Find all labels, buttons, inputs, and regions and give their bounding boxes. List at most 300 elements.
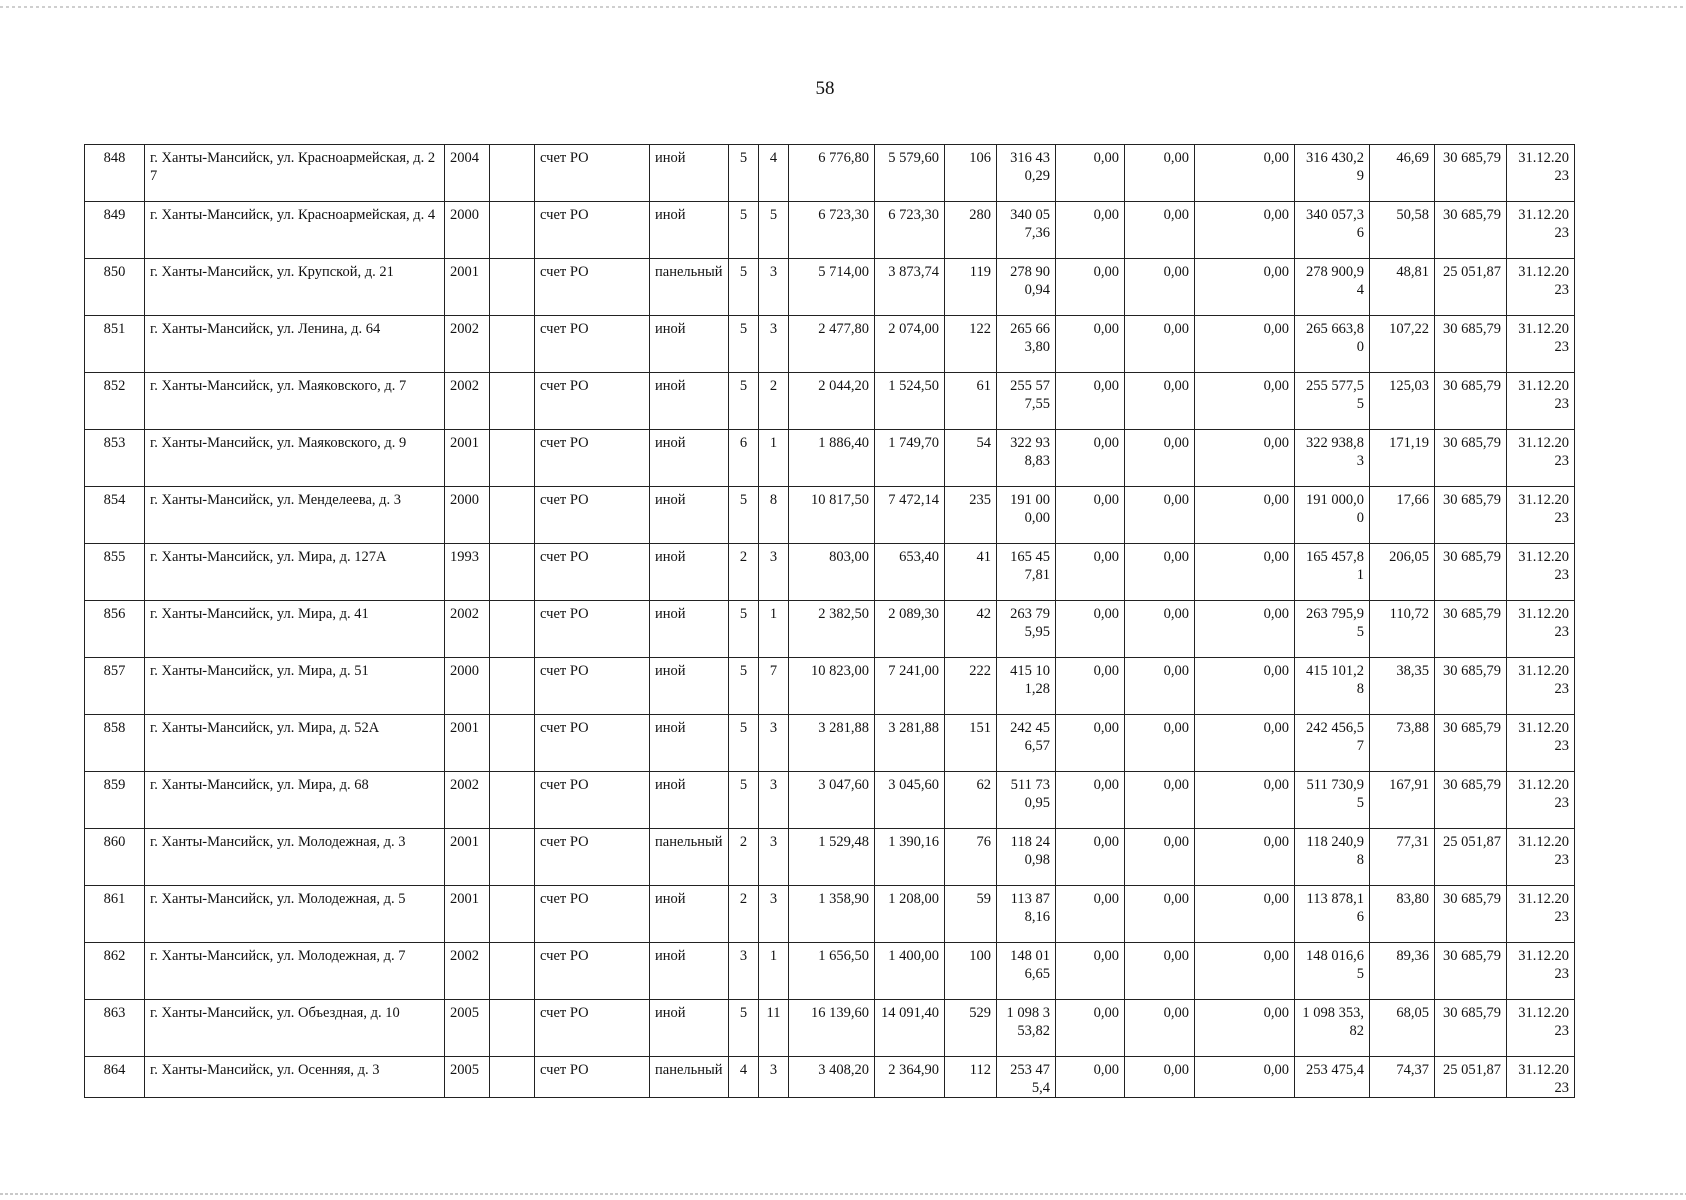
value-cell: 0,00 [1056, 430, 1125, 487]
value-cell: 0,00 [1056, 487, 1125, 544]
limit-cost-cell: 30 685,79 [1435, 715, 1507, 772]
year-cell: 2001 [445, 430, 490, 487]
residents-cell: 54 [945, 430, 997, 487]
blank-cell [490, 772, 535, 829]
entrances-cell: 8 [759, 487, 789, 544]
deadline-date-cell: 31.12.2023 [1507, 886, 1575, 943]
wall-material-cell: панельный [650, 259, 729, 316]
value-cell: 0,00 [1195, 202, 1295, 259]
value-cell: 0,00 [1195, 886, 1295, 943]
fund-method-cell: счет РО [535, 259, 650, 316]
blank-cell [490, 829, 535, 886]
cost-cell: 148 016,65 [997, 943, 1056, 1000]
total-area-cell: 803,00 [789, 544, 875, 601]
row-number-cell: 850 [85, 259, 145, 316]
entrances-cell: 2 [759, 373, 789, 430]
cost-per-m2-cell: 206,05 [1370, 544, 1435, 601]
value-cell: 0,00 [1195, 715, 1295, 772]
address-cell: г. Ханты-Мансийск, ул. Молодежная, д. 7 [145, 943, 445, 1000]
total-cost-cell: 322 938,83 [1295, 430, 1370, 487]
floors-cell: 6 [729, 430, 759, 487]
blank-cell [490, 544, 535, 601]
deadline-date-cell: 31.12.2023 [1507, 487, 1575, 544]
residential-area-cell: 2 364,90 [875, 1057, 945, 1098]
floors-cell: 5 [729, 202, 759, 259]
scan-edge-bottom [0, 1193, 1686, 1195]
table-row [85, 316, 1575, 373]
deadline-date-cell: 31.12.2023 [1507, 373, 1575, 430]
table-row [85, 1057, 1575, 1098]
table-row [85, 829, 1575, 886]
address-cell: г. Ханты-Мансийск, ул. Молодежная, д. 5 [145, 886, 445, 943]
residents-cell: 61 [945, 373, 997, 430]
table-row [85, 886, 1575, 943]
value-cell: 0,00 [1195, 658, 1295, 715]
total-area-cell: 3 281,88 [789, 715, 875, 772]
value-cell: 0,00 [1056, 772, 1125, 829]
address-cell: г. Ханты-Мансийск, ул. Мира, д. 68 [145, 772, 445, 829]
row-number-cell: 861 [85, 886, 145, 943]
value-cell: 0,00 [1125, 430, 1195, 487]
residents-cell: 151 [945, 715, 997, 772]
blank-cell [490, 487, 535, 544]
address-cell: г. Ханты-Мансийск, ул. Маяковского, д. 7 [145, 373, 445, 430]
address-cell: г. Ханты-Мансийск, ул. Мира, д. 127А [145, 544, 445, 601]
limit-cost-cell: 25 051,87 [1435, 259, 1507, 316]
wall-material-cell: иной [650, 943, 729, 1000]
entrances-cell: 1 [759, 430, 789, 487]
cost-per-m2-cell: 125,03 [1370, 373, 1435, 430]
total-area-cell: 1 656,50 [789, 943, 875, 1000]
address-cell: г. Ханты-Мансийск, ул. Молодежная, д. 3 [145, 829, 445, 886]
fund-method-cell: счет РО [535, 145, 650, 202]
wall-material-cell: иной [650, 715, 729, 772]
limit-cost-cell: 30 685,79 [1435, 145, 1507, 202]
residents-cell: 280 [945, 202, 997, 259]
row-number-cell: 862 [85, 943, 145, 1000]
total-area-cell: 1 886,40 [789, 430, 875, 487]
entrances-cell: 3 [759, 715, 789, 772]
wall-material-cell: панельный [650, 829, 729, 886]
value-cell: 0,00 [1056, 145, 1125, 202]
year-cell: 2001 [445, 829, 490, 886]
residents-cell: 235 [945, 487, 997, 544]
fund-method-cell: счет РО [535, 886, 650, 943]
wall-material-cell: панельный [650, 1057, 729, 1098]
entrances-cell: 5 [759, 202, 789, 259]
limit-cost-cell: 30 685,79 [1435, 772, 1507, 829]
wall-material-cell: иной [650, 487, 729, 544]
floors-cell: 5 [729, 145, 759, 202]
wall-material-cell: иной [650, 601, 729, 658]
value-cell: 0,00 [1125, 145, 1195, 202]
cost-per-m2-cell: 77,31 [1370, 829, 1435, 886]
cost-per-m2-cell: 73,88 [1370, 715, 1435, 772]
row-number-cell: 863 [85, 1000, 145, 1057]
entrances-cell: 4 [759, 145, 789, 202]
floors-cell: 2 [729, 829, 759, 886]
wall-material-cell: иной [650, 544, 729, 601]
limit-cost-cell: 30 685,79 [1435, 658, 1507, 715]
value-cell: 0,00 [1125, 316, 1195, 373]
table-row [85, 430, 1575, 487]
value-cell: 0,00 [1195, 145, 1295, 202]
year-cell: 2000 [445, 202, 490, 259]
year-cell: 2002 [445, 601, 490, 658]
deadline-date-cell: 31.12.2023 [1507, 829, 1575, 886]
cost-per-m2-cell: 107,22 [1370, 316, 1435, 373]
entrances-cell: 3 [759, 259, 789, 316]
row-number-cell: 853 [85, 430, 145, 487]
total-cost-cell: 148 016,65 [1295, 943, 1370, 1000]
floors-cell: 2 [729, 544, 759, 601]
residents-cell: 112 [945, 1057, 997, 1098]
deadline-date-cell: 31.12.2023 [1507, 943, 1575, 1000]
residential-area-cell: 5 579,60 [875, 145, 945, 202]
year-cell: 2002 [445, 772, 490, 829]
blank-cell [490, 1000, 535, 1057]
cost-cell: 415 101,28 [997, 658, 1056, 715]
entrances-cell: 3 [759, 544, 789, 601]
address-cell: г. Ханты-Мансийск, ул. Красноармейская, д. 4 [145, 202, 445, 259]
cost-per-m2-cell: 171,19 [1370, 430, 1435, 487]
total-cost-cell: 316 430,29 [1295, 145, 1370, 202]
value-cell: 0,00 [1056, 544, 1125, 601]
blank-cell [490, 658, 535, 715]
total-cost-cell: 263 795,95 [1295, 601, 1370, 658]
entrances-cell: 11 [759, 1000, 789, 1057]
floors-cell: 5 [729, 658, 759, 715]
residential-area-cell: 2 089,30 [875, 601, 945, 658]
table-row [85, 943, 1575, 1000]
cost-cell: 253 475,4 [997, 1057, 1056, 1098]
cost-per-m2-cell: 68,05 [1370, 1000, 1435, 1057]
address-cell: г. Ханты-Мансийск, ул. Крупской, д. 21 [145, 259, 445, 316]
cost-per-m2-cell: 83,80 [1370, 886, 1435, 943]
address-cell: г. Ханты-Мансийск, ул. Красноармейская, д. 27 [145, 145, 445, 202]
deadline-date-cell: 31.12.2023 [1507, 601, 1575, 658]
wall-material-cell: иной [650, 1000, 729, 1057]
limit-cost-cell: 30 685,79 [1435, 430, 1507, 487]
year-cell: 1993 [445, 544, 490, 601]
floors-cell: 5 [729, 259, 759, 316]
blank-cell [490, 202, 535, 259]
table-row [85, 1000, 1575, 1057]
year-cell: 2002 [445, 373, 490, 430]
residential-area-cell: 1 524,50 [875, 373, 945, 430]
scan-edge-top [0, 6, 1686, 8]
cost-per-m2-cell: 17,66 [1370, 487, 1435, 544]
limit-cost-cell: 30 685,79 [1435, 886, 1507, 943]
address-cell: г. Ханты-Мансийск, ул. Объездная, д. 10 [145, 1000, 445, 1057]
residents-cell: 122 [945, 316, 997, 373]
total-cost-cell: 340 057,36 [1295, 202, 1370, 259]
value-cell: 0,00 [1195, 1000, 1295, 1057]
fund-method-cell: счет РО [535, 373, 650, 430]
value-cell: 0,00 [1195, 772, 1295, 829]
cost-cell: 340 057,36 [997, 202, 1056, 259]
deadline-date-cell: 31.12.2023 [1507, 1000, 1575, 1057]
year-cell: 2005 [445, 1057, 490, 1098]
deadline-date-cell: 31.12.2023 [1507, 430, 1575, 487]
limit-cost-cell: 25 051,87 [1435, 1057, 1507, 1098]
value-cell: 0,00 [1056, 658, 1125, 715]
residential-area-cell: 3 045,60 [875, 772, 945, 829]
blank-cell [490, 145, 535, 202]
entrances-cell: 1 [759, 943, 789, 1000]
total-area-cell: 3 408,20 [789, 1057, 875, 1098]
row-number-cell: 859 [85, 772, 145, 829]
fund-method-cell: счет РО [535, 316, 650, 373]
value-cell: 0,00 [1056, 715, 1125, 772]
residential-area-cell: 1 749,70 [875, 430, 945, 487]
residential-area-cell: 653,40 [875, 544, 945, 601]
table-body [85, 145, 1575, 1098]
wall-material-cell: иной [650, 316, 729, 373]
cost-cell: 1 098 353,82 [997, 1000, 1056, 1057]
value-cell: 0,00 [1125, 829, 1195, 886]
table-row [85, 601, 1575, 658]
value-cell: 0,00 [1195, 259, 1295, 316]
value-cell: 0,00 [1125, 544, 1195, 601]
value-cell: 0,00 [1056, 829, 1125, 886]
cost-cell: 322 938,83 [997, 430, 1056, 487]
value-cell: 0,00 [1195, 316, 1295, 373]
limit-cost-cell: 30 685,79 [1435, 601, 1507, 658]
total-cost-cell: 278 900,94 [1295, 259, 1370, 316]
residents-cell: 41 [945, 544, 997, 601]
deadline-date-cell: 31.12.2023 [1507, 544, 1575, 601]
cost-cell: 191 000,00 [997, 487, 1056, 544]
total-area-cell: 1 358,90 [789, 886, 875, 943]
cost-per-m2-cell: 38,35 [1370, 658, 1435, 715]
value-cell: 0,00 [1125, 658, 1195, 715]
limit-cost-cell: 30 685,79 [1435, 544, 1507, 601]
residential-area-cell: 1 208,00 [875, 886, 945, 943]
residents-cell: 529 [945, 1000, 997, 1057]
table-row [85, 202, 1575, 259]
fund-method-cell: счет РО [535, 658, 650, 715]
address-cell: г. Ханты-Мансийск, ул. Менделеева, д. 3 [145, 487, 445, 544]
total-cost-cell: 253 475,4 [1295, 1057, 1370, 1098]
table-row [85, 544, 1575, 601]
blank-cell [490, 259, 535, 316]
blank-cell [490, 943, 535, 1000]
entrances-cell: 3 [759, 772, 789, 829]
value-cell: 0,00 [1056, 943, 1125, 1000]
total-cost-cell: 255 577,55 [1295, 373, 1370, 430]
cost-cell: 316 430,29 [997, 145, 1056, 202]
residential-area-cell: 1 400,00 [875, 943, 945, 1000]
value-cell: 0,00 [1195, 1057, 1295, 1098]
address-cell: г. Ханты-Мансийск, ул. Мира, д. 51 [145, 658, 445, 715]
fund-method-cell: счет РО [535, 601, 650, 658]
table-row [85, 259, 1575, 316]
fund-method-cell: счет РО [535, 829, 650, 886]
blank-cell [490, 373, 535, 430]
value-cell: 0,00 [1195, 487, 1295, 544]
deadline-date-cell: 31.12.2023 [1507, 1057, 1575, 1098]
deadline-date-cell: 31.12.2023 [1507, 772, 1575, 829]
page-number: 58 [815, 78, 835, 99]
residents-cell: 42 [945, 601, 997, 658]
wall-material-cell: иной [650, 145, 729, 202]
total-cost-cell: 113 878,16 [1295, 886, 1370, 943]
cost-per-m2-cell: 89,36 [1370, 943, 1435, 1000]
blank-cell [490, 430, 535, 487]
residential-area-cell: 7 241,00 [875, 658, 945, 715]
year-cell: 2000 [445, 487, 490, 544]
value-cell: 0,00 [1195, 829, 1295, 886]
cost-cell: 511 730,95 [997, 772, 1056, 829]
cost-cell: 242 456,57 [997, 715, 1056, 772]
limit-cost-cell: 30 685,79 [1435, 487, 1507, 544]
total-area-cell: 1 529,48 [789, 829, 875, 886]
address-cell: г. Ханты-Мансийск, ул. Мира, д. 52А [145, 715, 445, 772]
row-number-cell: 857 [85, 658, 145, 715]
value-cell: 0,00 [1195, 373, 1295, 430]
cost-cell: 278 900,94 [997, 259, 1056, 316]
cost-per-m2-cell: 74,37 [1370, 1057, 1435, 1098]
deadline-date-cell: 31.12.2023 [1507, 316, 1575, 373]
cost-cell: 265 663,80 [997, 316, 1056, 373]
year-cell: 2004 [445, 145, 490, 202]
table-row [85, 373, 1575, 430]
fund-method-cell: счет РО [535, 1057, 650, 1098]
deadline-date-cell: 31.12.2023 [1507, 715, 1575, 772]
limit-cost-cell: 30 685,79 [1435, 202, 1507, 259]
cost-cell: 263 795,95 [997, 601, 1056, 658]
value-cell: 0,00 [1195, 601, 1295, 658]
cost-per-m2-cell: 50,58 [1370, 202, 1435, 259]
year-cell: 2000 [445, 658, 490, 715]
deadline-date-cell: 31.12.2023 [1507, 145, 1575, 202]
value-cell: 0,00 [1125, 1057, 1195, 1098]
residents-cell: 59 [945, 886, 997, 943]
limit-cost-cell: 30 685,79 [1435, 316, 1507, 373]
value-cell: 0,00 [1125, 772, 1195, 829]
entrances-cell: 3 [759, 829, 789, 886]
year-cell: 2002 [445, 943, 490, 1000]
fund-method-cell: счет РО [535, 487, 650, 544]
cost-per-m2-cell: 167,91 [1370, 772, 1435, 829]
blank-cell [490, 601, 535, 658]
total-cost-cell: 118 240,98 [1295, 829, 1370, 886]
year-cell: 2001 [445, 715, 490, 772]
year-cell: 2001 [445, 886, 490, 943]
value-cell: 0,00 [1056, 373, 1125, 430]
fund-method-cell: счет РО [535, 430, 650, 487]
row-number-cell: 852 [85, 373, 145, 430]
floors-cell: 3 [729, 943, 759, 1000]
value-cell: 0,00 [1125, 202, 1195, 259]
row-number-cell: 854 [85, 487, 145, 544]
fund-method-cell: счет РО [535, 715, 650, 772]
cost-cell: 113 878,16 [997, 886, 1056, 943]
residents-cell: 76 [945, 829, 997, 886]
residential-area-cell: 3 281,88 [875, 715, 945, 772]
value-cell: 0,00 [1125, 886, 1195, 943]
total-area-cell: 16 139,60 [789, 1000, 875, 1057]
total-cost-cell: 1 098 353,82 [1295, 1000, 1370, 1057]
wall-material-cell: иной [650, 658, 729, 715]
cost-per-m2-cell: 48,81 [1370, 259, 1435, 316]
entrances-cell: 3 [759, 1057, 789, 1098]
row-number-cell: 858 [85, 715, 145, 772]
limit-cost-cell: 30 685,79 [1435, 1000, 1507, 1057]
residents-cell: 62 [945, 772, 997, 829]
row-number-cell: 864 [85, 1057, 145, 1098]
value-cell: 0,00 [1195, 544, 1295, 601]
entrances-cell: 3 [759, 316, 789, 373]
floors-cell: 5 [729, 316, 759, 373]
residents-cell: 106 [945, 145, 997, 202]
row-number-cell: 848 [85, 145, 145, 202]
total-area-cell: 2 382,50 [789, 601, 875, 658]
total-area-cell: 6 776,80 [789, 145, 875, 202]
fund-method-cell: счет РО [535, 202, 650, 259]
residents-cell: 100 [945, 943, 997, 1000]
address-cell: г. Ханты-Мансийск, ул. Ленина, д. 64 [145, 316, 445, 373]
wall-material-cell: иной [650, 373, 729, 430]
cost-per-m2-cell: 46,69 [1370, 145, 1435, 202]
residents-cell: 119 [945, 259, 997, 316]
deadline-date-cell: 31.12.2023 [1507, 259, 1575, 316]
year-cell: 2005 [445, 1000, 490, 1057]
wall-material-cell: иной [650, 886, 729, 943]
row-number-cell: 856 [85, 601, 145, 658]
floors-cell: 5 [729, 1000, 759, 1057]
total-area-cell: 3 047,60 [789, 772, 875, 829]
fund-method-cell: счет РО [535, 943, 650, 1000]
table-row [85, 145, 1575, 202]
value-cell: 0,00 [1125, 487, 1195, 544]
table-row [85, 658, 1575, 715]
cost-cell: 255 577,55 [997, 373, 1056, 430]
floors-cell: 4 [729, 1057, 759, 1098]
floors-cell: 5 [729, 601, 759, 658]
value-cell: 0,00 [1056, 601, 1125, 658]
value-cell: 0,00 [1195, 943, 1295, 1000]
value-cell: 0,00 [1125, 1000, 1195, 1057]
total-cost-cell: 191 000,00 [1295, 487, 1370, 544]
year-cell: 2001 [445, 259, 490, 316]
blank-cell [490, 715, 535, 772]
registry-table [84, 144, 1575, 1098]
value-cell: 0,00 [1125, 601, 1195, 658]
cost-cell: 118 240,98 [997, 829, 1056, 886]
deadline-date-cell: 31.12.2023 [1507, 202, 1575, 259]
value-cell: 0,00 [1056, 259, 1125, 316]
total-area-cell: 2 044,20 [789, 373, 875, 430]
address-cell: г. Ханты-Мансийск, ул. Мира, д. 41 [145, 601, 445, 658]
blank-cell [490, 886, 535, 943]
floors-cell: 5 [729, 772, 759, 829]
floors-cell: 5 [729, 487, 759, 544]
value-cell: 0,00 [1056, 1057, 1125, 1098]
cost-cell: 165 457,81 [997, 544, 1056, 601]
residential-area-cell: 3 873,74 [875, 259, 945, 316]
value-cell: 0,00 [1125, 943, 1195, 1000]
blank-cell [490, 316, 535, 373]
entrances-cell: 1 [759, 601, 789, 658]
total-cost-cell: 265 663,80 [1295, 316, 1370, 373]
total-cost-cell: 415 101,28 [1295, 658, 1370, 715]
row-number-cell: 855 [85, 544, 145, 601]
fund-method-cell: счет РО [535, 544, 650, 601]
address-cell: г. Ханты-Мансийск, ул. Осенняя, д. 3 [145, 1057, 445, 1098]
wall-material-cell: иной [650, 202, 729, 259]
